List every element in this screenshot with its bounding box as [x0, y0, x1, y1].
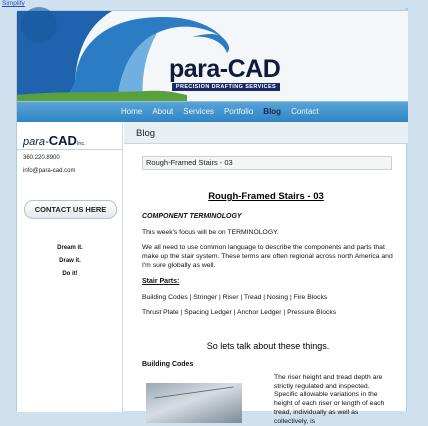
- building-codes-label: Building Codes: [142, 361, 194, 368]
- sidebar-divider: [17, 149, 123, 150]
- logo-text[interactable]: para-CAD: [169, 55, 281, 83]
- motto-line-2: Draw it.: [59, 258, 81, 264]
- intro-text: This week's focus will be on TERMINOLOGY.: [142, 229, 279, 236]
- parts-list-2: Thrust Plate | Spacing Ledger | Anchor Ledger | Pressure Blocks: [142, 309, 337, 316]
- stair-parts-label: Stair Parts:: [142, 278, 180, 285]
- nav-item-home[interactable]: Home: [121, 107, 143, 116]
- section-title: COMPONENT TERMINOLOGY: [142, 213, 242, 220]
- email-link[interactable]: info@para-cad.com: [23, 168, 76, 174]
- logo-tagline: PRECISION DRAFTING SERVICES: [172, 83, 280, 91]
- brand-suffix: Inc.: [76, 141, 86, 147]
- talk-heading: So lets talk about these things.: [206, 341, 330, 351]
- browser-topbar: [0, 0, 428, 10]
- brand-prefix: para-: [23, 136, 49, 148]
- content-header: [124, 122, 408, 144]
- main-content: [124, 122, 408, 425]
- sidebar: [17, 122, 123, 412]
- sidebar-brand: [23, 133, 86, 148]
- nav-item-portfolio[interactable]: Portfolio: [223, 107, 254, 116]
- building-codes-text: The riser height and tread depth are strictly regulated and inspected. Specific allowable variations in the height of each riser or length of each tread, individually as well as collectively, is: [274, 374, 385, 425]
- page-container: [16, 10, 407, 425]
- phone-number: 360.220.8900: [23, 155, 60, 161]
- main-nav: [17, 101, 408, 122]
- motto-line-3: Do it!: [62, 271, 78, 277]
- stair-photo: [146, 383, 242, 423]
- post-title[interactable]: Rough-Framed Stairs - 03: [208, 191, 324, 202]
- motto-line-1: Dream it.: [57, 245, 83, 251]
- parts-list-1: Building Codes | Stringer | Riser | Tread | Nosing | Fire Blocks: [142, 294, 328, 301]
- nav-item-about[interactable]: About: [152, 107, 174, 116]
- nav-item-contact[interactable]: Contact: [291, 107, 319, 116]
- contact-us-button[interactable]: CONTACT US HERE: [24, 200, 117, 219]
- body-paragraph: We all need to use common language to describe the components and parts that make up the stair system. These terms are often regional across north America and I'm sure globally as well.: [142, 244, 393, 269]
- simplify-link[interactable]: Simplify: [2, 0, 25, 7]
- nav-item-blog[interactable]: Blog: [263, 107, 282, 116]
- page-title: Blog: [136, 128, 156, 139]
- nav-item-services[interactable]: Services: [183, 107, 214, 116]
- brand-main: CAD: [48, 133, 77, 148]
- post-breadcrumb[interactable]: Rough-Framed Stairs - 03: [142, 156, 392, 170]
- site-header: [17, 11, 408, 101]
